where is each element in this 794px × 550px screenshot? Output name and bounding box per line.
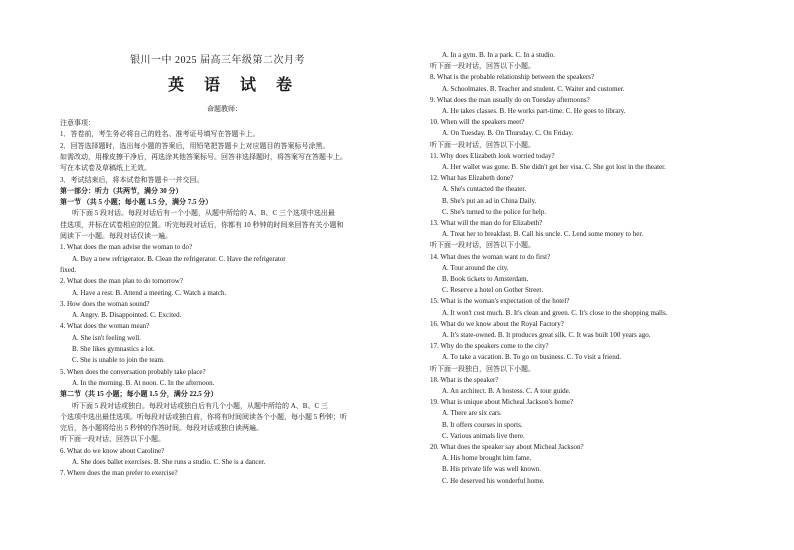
text-line: A. It's state-owned. B. It produces great silk. C. It was built 100 years ago. — [442, 331, 651, 339]
text-line: 12. What has Elizabeth done? — [430, 174, 514, 183]
text-line: 2．回答选择题时，选出每小题的答案后，用铅笔把答题卡上对应题目的答案标号涂黑。 — [60, 141, 330, 150]
text-line: 听下面 5 段对话或独白。每段对话或独白后有几个小题，从题中所给的 A、B、C 三 — [72, 401, 328, 410]
exam-subject: 英 语 试 卷 — [168, 77, 301, 94]
text-line: A. His home brought him fame. — [442, 454, 532, 463]
text-line: 13. What will the man do for Elizabeth? — [430, 219, 543, 227]
text-line: 完后，各小题将给出 5 秒钟的作答时间。每段对话或独白读两遍。 — [60, 424, 263, 433]
text-line: 听下面一段对话，回答以下小题。 — [60, 435, 165, 444]
text-line: C. He deserved his wonderful home. — [442, 476, 545, 485]
text-line: 15. What is the woman's expectation of the hotel? — [430, 297, 570, 306]
text-line: 16. What do we know about the Royal Factory? — [430, 319, 564, 328]
text-line: 第一节 （共 5 小题；每小题 1.5 分，满分 7.5 分） — [60, 198, 213, 207]
text-line: 17. Why do the speakers come to the city? — [430, 342, 549, 351]
text-line: 8. What is the probable relationship between the speakers? — [430, 73, 595, 82]
text-line: B. She likes gymnastics a lot. — [72, 345, 155, 353]
text-line: B. It offers courses in sports. — [442, 420, 523, 429]
text-line: 14. What does the woman want to do first? — [430, 252, 551, 261]
text-line: 佳选项，并标在试卷相应的位置。听完每段对话后，你都有 10 秒钟的时间来回答有关小题和 — [60, 220, 344, 229]
text-line: 阅读下一小题。每段对话仅读一遍。 — [60, 232, 172, 240]
text-line: 19. What is unique about Micheal Jackson's home? — [430, 398, 574, 407]
text-line: A. It won't cost much. B. It's clean and green. C. It's close to the shopping malls. — [442, 308, 668, 317]
text-line: 听下面一段对话，回答以下小题。 — [430, 140, 535, 149]
text-line: B. His private life was well known. — [442, 465, 542, 474]
text-line: 如需改动，用橡皮擦干净后，再选涂其他答案标号。回答非选择题时，将答案写在答题卡上。 — [60, 152, 347, 161]
text-line: fixed. — [60, 265, 77, 274]
text-line: A. Have a rest. B. Attend a meeting. C. Watch a match. — [72, 288, 227, 297]
text-line: 2. What does the man plan to do tomorrow? — [60, 277, 183, 286]
text-line: A. In a gym. B. In a park. C. In a studio. — [442, 51, 555, 59]
text-line: A. Schoolmates. B. Teacher and student. C. Waiter and customer. — [442, 84, 625, 93]
text-line: B. She's put an ad in China Daily. — [442, 196, 537, 205]
text-line: 听下面一段对话，回答以下小题。 — [430, 241, 535, 250]
text-line: 5. When does the conversation probably take place? — [60, 367, 206, 376]
text-line: 4. What does the woman mean? — [60, 322, 150, 331]
text-line: 听下面一段对话，回答以下小题。 — [430, 62, 535, 71]
text-line: C. Various animals live there. — [442, 431, 525, 440]
text-line: 3. How does the woman sound? — [60, 299, 150, 308]
exam-author: 命题教师： — [207, 105, 242, 113]
text-line: A. Angry. B. Disappointed. C. Excited. — [72, 311, 182, 320]
text-line: 第一部分：听力（共两节，满分 30 分） — [60, 186, 183, 195]
text-line: C. She's turned to the police for help. — [442, 207, 547, 216]
text-line: A. There are six cars. — [442, 409, 502, 418]
text-line: 6. What do we know about Caroline? — [60, 446, 165, 455]
text-line: A. He takes classes. B. He works part-time. C. He goes to library. — [442, 107, 626, 115]
text-line: 1．答卷前，考生务必将自己的姓名、准考证号填写在答题卡上。 — [60, 130, 260, 139]
text-line: A. To take a vacation. B. To go on business. C. To visit a friend. — [442, 353, 621, 362]
text-line: C. Reserve a hotel on Gother Street. — [442, 286, 544, 295]
text-line: A. Buy a new refrigerator. B. Clean the refrigerator. C. Have the refrigerator — [72, 254, 286, 263]
text-line: A. In the morning. B. At noon. C. In the afternoon. — [72, 378, 215, 387]
text-line: B. Book tickets to Amsterdam. — [442, 275, 529, 283]
text-line: 20. What does the speaker say about Micheal Jackson? — [430, 443, 584, 451]
text-line: 3．考试结束后，将本试卷和答题卡一并交回。 — [60, 175, 204, 184]
text-line: 第二节（共 15 小题；每小题 1.5 分，满分 22.5 分） — [60, 390, 218, 399]
text-line: C. She is unable to join the team. — [72, 356, 165, 365]
text-line: A. Tour around the city. — [442, 263, 509, 272]
text-line: 个选项中选出最佳选项。听每段对话或独白前，你将有时间阅读各个小题，每小题 5 秒钟；听 — [60, 412, 347, 421]
text-line: 7. Where does the man prefer to exercise? — [60, 469, 178, 478]
exam-title: 银川一中 2025 届高三年级第二次月考 — [130, 55, 305, 66]
text-line: 18. What is the speaker? — [430, 375, 499, 384]
text-line: 注意事项： — [60, 119, 95, 127]
text-line: A. An architect. B. A hostess. C. A tour guide. — [442, 387, 571, 395]
text-line: 11. Why does Elizabeth look worried today? — [430, 151, 555, 160]
text-line: 写在本试卷及草稿纸上无效。 — [60, 164, 151, 173]
text-line: A. On Tuesday. B. On Thursday. C. On Friday. — [442, 129, 574, 138]
text-line: 听下面一段独白，回答以下小题。 — [430, 364, 535, 373]
text-line: A. Treat her to breakfast. B. Call his uncle. C. Lend some money to her. — [442, 230, 644, 239]
text-line: 1. What does the man advise the woman to do? — [60, 243, 193, 252]
text-line: A. She isn't feeling well. — [72, 333, 141, 342]
text-line: A. Her wallet was gone. B. She didn't get her visa. C. She got lost in the theater. — [442, 163, 666, 171]
text-line: 听下面 5 段对话。每段对话后有一个小题，从题中所给的 A、B、C 三个选项中选出最 — [72, 209, 335, 218]
text-line: 10. When will the speakers meet? — [430, 118, 525, 127]
text-line: 9. What does the man usually do on Tuesday afternoons? — [430, 95, 590, 104]
text-line: A. She does ballet exercises. B. She runs a studio. C. She is a dancer. — [72, 458, 266, 466]
text-line: A. She's contacted the theater. — [442, 185, 527, 194]
